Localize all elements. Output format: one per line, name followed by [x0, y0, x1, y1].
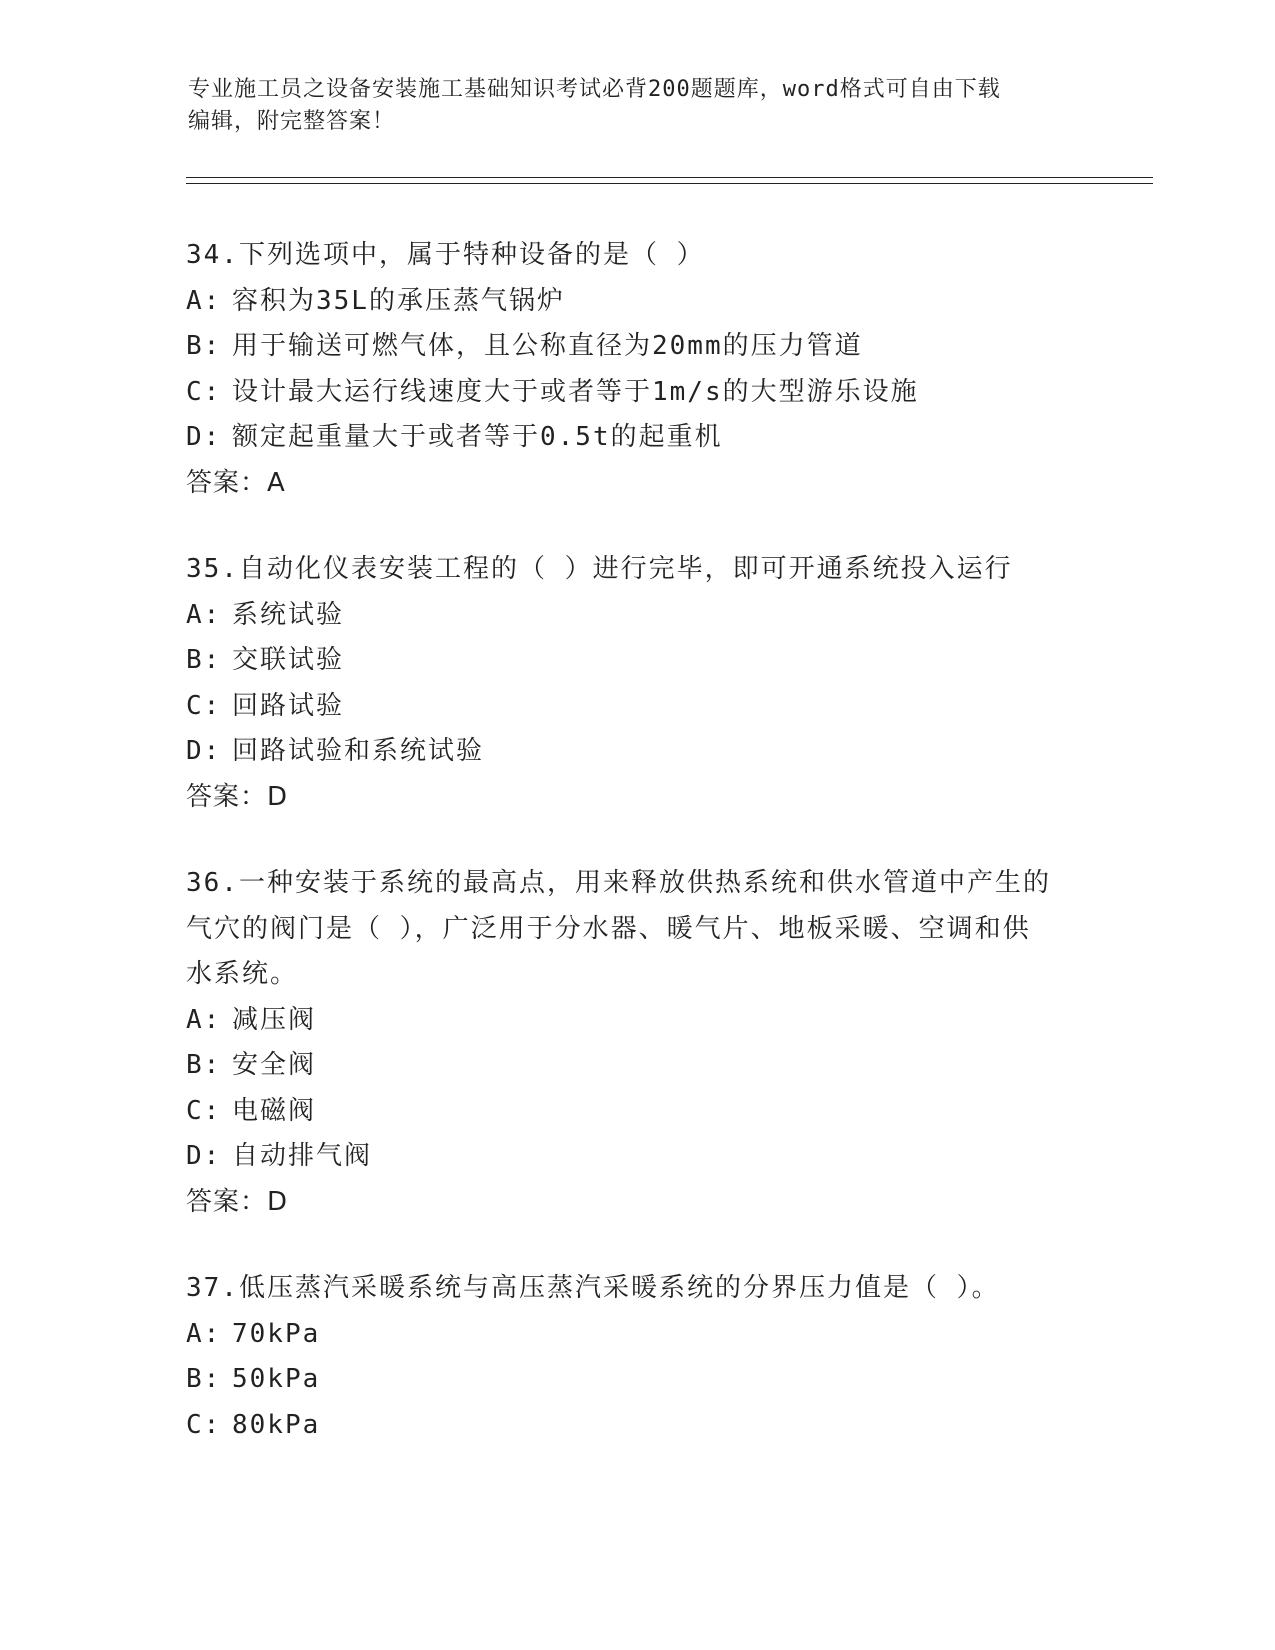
option-b [186, 1357, 1086, 1403]
question-stem-line: 37.低压蒸汽采暖系统与高压蒸汽采暖系统的分界压力值是（ ）。 [186, 1273, 1000, 1303]
option-b [186, 1043, 1086, 1089]
option-text: 容积为35L的承压蒸气锅炉 [232, 285, 565, 316]
option-letter: C: [186, 1095, 222, 1126]
answer: 答案：D [186, 1186, 289, 1217]
option-b [186, 324, 1086, 370]
option-text: 系统试验 [232, 599, 345, 630]
question-stem-line: 气穴的阀门是（ ），广泛用于分水器、暖气片、地板采暖、空调和供 [186, 913, 1031, 944]
option-letter: B: [186, 1050, 222, 1080]
option-c [186, 370, 1086, 416]
option-letter: D: [186, 422, 222, 452]
question-stem [186, 1266, 1086, 1312]
option-c [186, 1403, 1086, 1449]
question-stem-line: 36.一种安装于系统的最高点，用来释放供热系统和供水管道中产生的 [186, 868, 1051, 898]
option-text: 减压阀 [232, 1004, 317, 1035]
option-a [186, 998, 1086, 1044]
answer: 答案：D [186, 781, 289, 812]
question-stem [186, 861, 1086, 998]
option-text: 70kPa [232, 1318, 321, 1349]
option-text: 交联试验 [232, 645, 345, 675]
option-text: 50kPa [232, 1364, 321, 1394]
question-stem [186, 233, 1086, 279]
option-letter: B: [186, 1364, 222, 1394]
option-text: 额定起重量大于或者等于0.5t的起重机 [232, 422, 723, 452]
header-divider-bottom [186, 183, 1153, 184]
option-letter: B: [186, 645, 222, 675]
option-letter: D: [186, 736, 222, 766]
option-letter: A: [186, 1318, 222, 1349]
option-text: 用于输送可燃气体，且公称直径为20mm的压力管道 [232, 331, 863, 361]
question-list [186, 233, 1086, 1489]
header-divider-top [186, 177, 1153, 178]
option-text: 电磁阀 [232, 1095, 317, 1126]
option-letter: C: [186, 1409, 222, 1440]
option-letter: C: [186, 376, 222, 407]
option-letter: A: [186, 599, 222, 630]
option-letter: C: [186, 690, 222, 721]
option-letter: A: [186, 1004, 222, 1035]
option-text: 设计最大运行线速度大于或者等于1m/s的大型游乐设施 [232, 376, 919, 407]
option-letter: D: [186, 1141, 222, 1171]
question-stem [186, 547, 1086, 593]
question-36 [186, 861, 1086, 1225]
option-c [186, 684, 1086, 730]
option-text: 安全阀 [232, 1050, 317, 1080]
question-35 [186, 547, 1086, 820]
question-stem-line: 34.下列选项中，属于特种设备的是（ ） [186, 240, 705, 270]
document-header [188, 74, 1068, 138]
header-title-line-2: 编辑，附完整答案！ [188, 109, 396, 134]
option-a [186, 1312, 1086, 1358]
option-d [186, 415, 1086, 461]
question-stem-line: 水系统。 [186, 959, 299, 989]
option-letter: A: [186, 285, 222, 316]
question-37 [186, 1266, 1086, 1448]
option-a [186, 593, 1086, 639]
option-d [186, 729, 1086, 775]
question-stem-line: 35.自动化仪表安装工程的（ ）进行完毕，即可开通系统投入运行 [186, 554, 1013, 584]
header-title-line-1: 专业施工员之设备安装施工基础知识考试必背200题题库，word格式可自由下载 [188, 77, 1001, 102]
option-text: 80kPa [232, 1409, 321, 1440]
option-d [186, 1134, 1086, 1180]
option-c [186, 1089, 1086, 1135]
option-text: 回路试验和系统试验 [232, 736, 485, 766]
question-34 [186, 233, 1086, 506]
answer: 答案：A [186, 467, 286, 498]
option-b [186, 638, 1086, 684]
option-a [186, 279, 1086, 325]
option-text: 自动排气阀 [232, 1141, 373, 1171]
option-text: 回路试验 [232, 690, 345, 721]
option-letter: B: [186, 331, 222, 361]
